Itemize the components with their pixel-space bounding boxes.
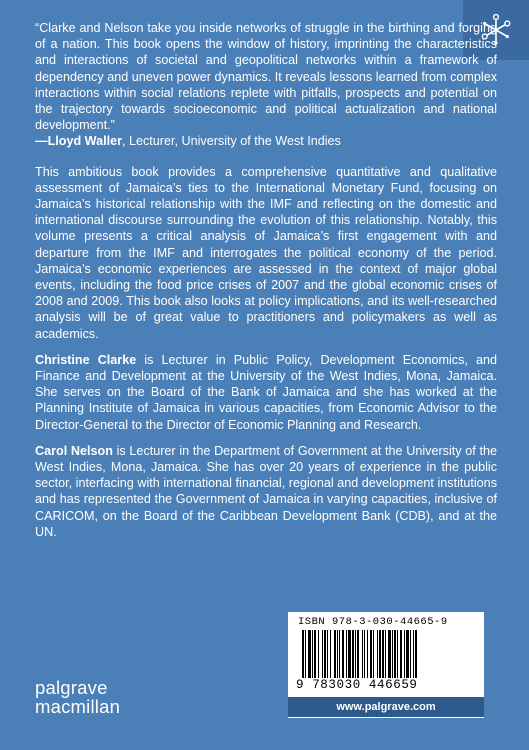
author-name: Carol Nelson: [35, 443, 113, 458]
author-name: Christine Clarke: [35, 352, 137, 367]
endorsement-quote: “Clarke and Nelson take you inside networks of struggle in the birthing and forging of a nation. This book opens the window of history, imprinting the characteristics and interactions of societal and geopolitical networks within a framework of dependency and uneven power dynamics. It reveals lessons learned from complex interactions within social relations replete with pitfalls, prospects and potential on the trajectory towards socioeconomic and political actualization and national development.”: [35, 21, 497, 133]
publisher-logo: [35, 678, 120, 716]
book-description: This ambitious book provides a comprehensive quantitative and qualitative assessment of Jamaica’s ties to the International Monetary Fund, focusing on Jamaica’s historical relationship with the IMF and reflecting on the domestic and international discourse surrounding the evolution of this relationship. Notably, this volume presents a critical analysis of Jamaica’s first engagement with and departure from the IMF and interrogates the political economy of the period. Jamaica’s economic experiences are assessed in the context of major global events, including the food price crises of 2007 and the global economic crises of 2008 and 2009. This book also looks at policy implications, and its well-researched analysis will be of great value to practitioners and policymakers as well as academics.: [35, 164, 497, 341]
barcode-digits: 9 783030 446659: [296, 678, 418, 692]
publisher-name-line1: palgrave: [35, 677, 108, 698]
author-bio-clarke: [35, 352, 497, 433]
author-bio-nelson: [35, 443, 497, 540]
url-bar[interactable]: [288, 697, 484, 717]
endorser-name: —Lloyd Waller: [35, 134, 122, 149]
endorser-affiliation: , Lecturer, University of the West Indies: [122, 134, 341, 149]
author-bio-text: is Lecturer in the Department of Government at the University of the West Indies, Mona, Jamaica. She has over 20 years of experience in the public sector, interfacing with international financial, regional and development institutions and has represented the Government of Jamaica in varying capacities, inclusive of CARICOM, on the Board of the Caribbean Development Bank (CDB), and at the UN.: [35, 443, 497, 539]
endorsement-attribution: [35, 133, 497, 149]
back-cover-text: [35, 20, 497, 540]
publisher-url[interactable]: www.palgrave.com: [336, 701, 436, 713]
author-bio-text: is Lecturer in Public Policy, Development Economics, and Finance and Development at the University of the West Indies, Mona, Jamaica. She serves on the Board of the Bank of Jamaica and she has worked at the Planning Institute of Jamaica in various capacities, from Economic Advisor to the Director-General to the Director of Economic Planning and Research.: [35, 352, 498, 432]
barcode-bars: [296, 630, 476, 678]
isbn-label: ISBN 978-3-030-44665-9: [298, 616, 448, 628]
publisher-name-line2: macmillan: [35, 696, 121, 717]
